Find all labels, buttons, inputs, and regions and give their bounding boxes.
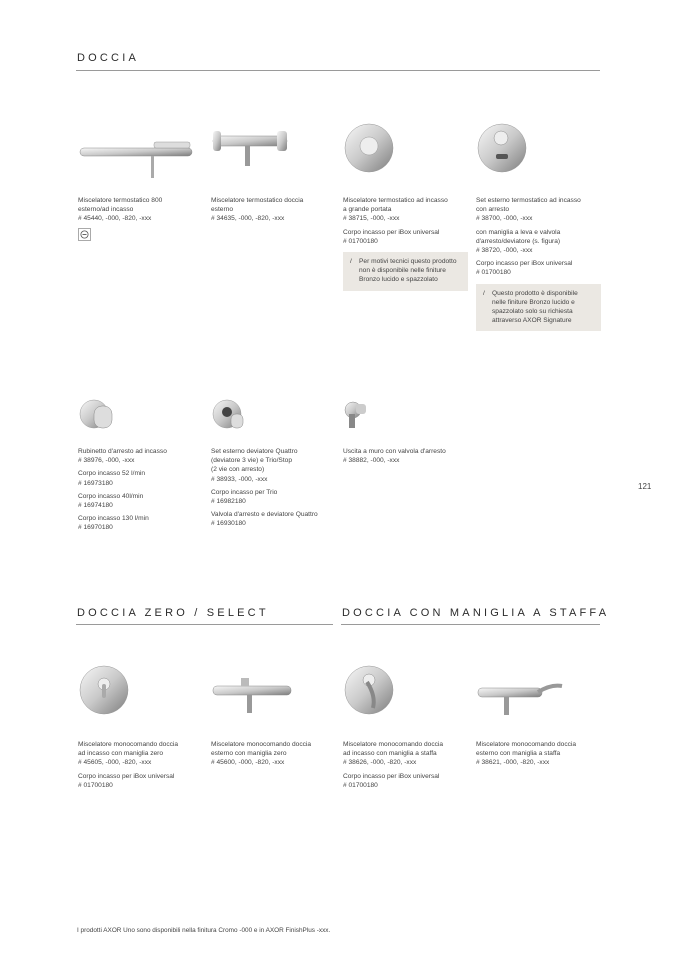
product-description: Set esterno deviatore Quattro (deviatore 3 vie) e Trio/Stop (2 vie con arresto) # 38933, -000, -xxx	[211, 448, 298, 483]
section-title-maniglia-staffa: DOCCIA CON MANIGLIA A STAFFA	[342, 607, 610, 619]
section-divider	[341, 624, 600, 625]
product-image-stop-valve	[78, 396, 118, 441]
product-description: Corpo incasso per iBox universal # 01700180	[343, 772, 440, 789]
product-description: Miscelatore monocomando doccia ad incasso con maniglia a staffa # 38626, -000, -820, -xxx	[343, 741, 444, 767]
product-entry	[78, 447, 203, 537]
section-title-doccia: DOCCIA	[77, 52, 139, 64]
product-description: Set esterno termostatico ad incasso con arresto # 38700, -000, -xxx	[476, 197, 581, 223]
product-image-round-plate-two-knobs	[476, 122, 536, 187]
product-description: Corpo incasso per iBox universal # 01700180	[78, 772, 175, 789]
product-image-exposed-thermostat	[211, 122, 291, 177]
product-description: Corpo incasso per iBox universal # 01700180	[476, 260, 573, 277]
product-description: Corpo incasso per iBox universal # 01700180	[343, 228, 440, 245]
product-entry	[78, 196, 203, 241]
product-entry	[343, 447, 468, 469]
product-description: con maniglia a leva e valvola d'arresto/deviatore (s. figura) # 38720, -000, -xxx	[476, 228, 561, 255]
minus-circle-icon	[78, 228, 91, 241]
product-image-wall-outlet	[343, 400, 373, 445]
product-image-round-plate-zero	[78, 664, 138, 729]
product-description: Miscelatore monocomando doccia esterno con maniglia zero # 45600, -000, -820, -xxx	[211, 741, 312, 767]
product-description: Corpo incasso 40l/min # 16974180	[78, 492, 144, 510]
product-image-shelf-thermostat	[78, 130, 198, 185]
product-image-exposed-mixer-zero	[211, 676, 301, 721]
product-description: Corpo incasso 130 l/min # 16970180	[78, 515, 149, 532]
product-entry	[343, 740, 468, 794]
product-description: Miscelatore monocomando doccia ad incasso con maniglia zero # 45605, -000, -820, -xxx	[78, 741, 179, 767]
product-description: Miscelatore termostatico doccia esterno # 34635, -000, -820, -xxx	[211, 197, 304, 223]
availability-note: / Per motivi tecnici questo prodotto non è disponibile nelle finiture Bronzo lucido e spazzolato	[343, 252, 468, 291]
section-title-zero-select: DOCCIA ZERO / SELECT	[77, 607, 269, 619]
product-description: Uscita a muro con valvola d'arresto # 38882, -000, -xxx	[343, 448, 446, 465]
product-entry	[211, 196, 336, 228]
section-divider	[76, 70, 600, 71]
product-entry	[78, 740, 203, 794]
availability-note: / Questo prodotto è disponibile nelle finiture Bronzo lucido e spazzolato solo su richiesta attraverso AXOR Signature	[476, 284, 601, 332]
product-description: Miscelatore termostatico ad incasso a grande portata # 38715, -000, -xxx	[343, 197, 448, 223]
product-entry	[476, 740, 601, 772]
product-image-round-plate-lever	[343, 664, 403, 729]
product-image-diverter	[211, 398, 251, 443]
product-description: Corpo incasso per Trio # 16982180	[211, 488, 278, 506]
product-entry	[476, 196, 601, 331]
product-description: Corpo incasso 52 l/min # 16973180	[78, 470, 146, 487]
product-description: Rubinetto d'arresto ad incasso # 38976, -000, -xxx	[78, 448, 167, 465]
product-entry	[211, 447, 336, 533]
product-entry	[211, 740, 336, 772]
product-description: Miscelatore termostatico 800 esterno/ad incasso # 45440, -000, -820, -xxx	[78, 197, 163, 223]
section-divider	[76, 624, 333, 625]
product-image-exposed-mixer-lever	[476, 680, 566, 725]
product-description: Valvola d'arresto e deviatore Quattro # 16930180	[211, 511, 318, 528]
footnote: I prodotti AXOR Uno sono disponibili nella finitura Cromo -000 e in AXOR FinishPlus -xxx.	[77, 927, 331, 934]
product-entry	[343, 196, 468, 291]
product-image-round-plate-knob	[343, 122, 403, 187]
product-description: Miscelatore monocomando doccia esterno con maniglia a staffa # 38621, -000, -820, -xxx	[476, 741, 577, 767]
page-number: 121	[638, 482, 652, 491]
